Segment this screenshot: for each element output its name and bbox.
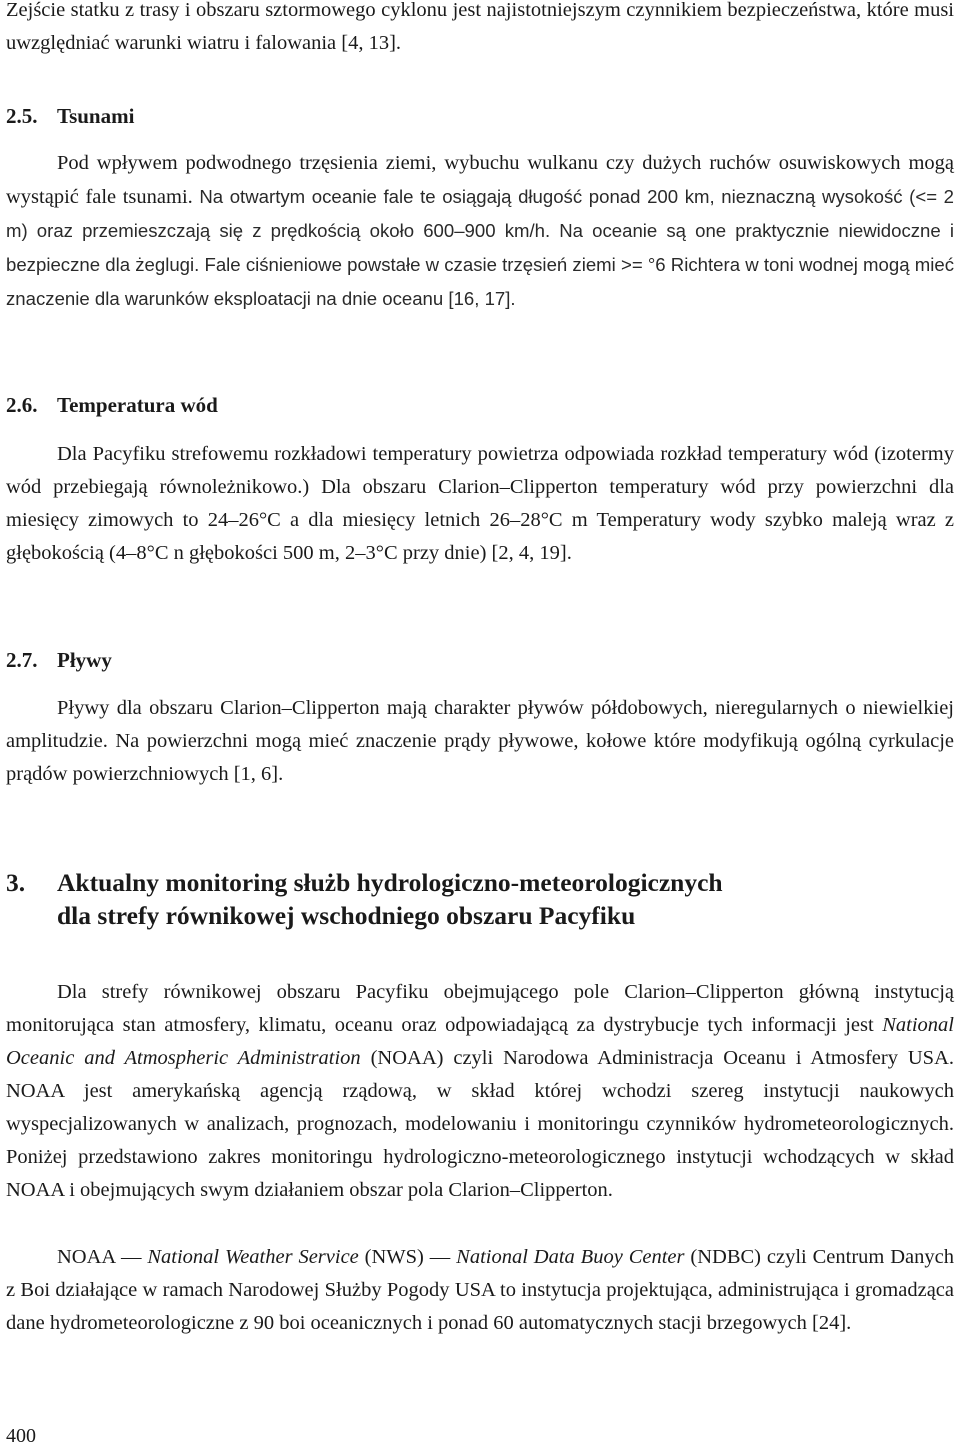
tsunami-text-serif: Pod wpływem podwodnego trzęsienia ziemi, wybuchu wulkanu czy dużych ruchów osuwiskowych mogą wystąpić fale tsunami. <box>6 152 954 208</box>
chapter-title-line2: dla strefy równikowej wschodniego obszaru Pacyfiku <box>57 901 636 930</box>
temperature-paragraph: Dla Pacyfiku strefowemu rozkładowi temperatury powietrza odpowiada rozkład temperatury wód (izotermy wód przebiegają równoleżnikowo.) Dla obszaru Clarion–Clipperton temperatury wód przy powierzchni dla miesięcy zimowych to 24–26°C a dla miesięcy letnich 26–28°C m Temperatury wody szybko maleją wraz z głębokością (4–8°C n głębokości 500 m, 2–3°C przy dnie) [2, 4, 19]. <box>6 443 954 564</box>
tsunami-paragraph <box>6 147 954 316</box>
section-number: 2.7. <box>6 648 38 672</box>
section-heading-temperature <box>6 390 218 420</box>
chapter-heading <box>6 866 954 932</box>
section-title: Temperatura wód <box>57 393 218 417</box>
ndbc-paragraph <box>6 1241 954 1340</box>
noaa-name-italic: National Oceanic and Atmospheric Administration <box>6 1014 954 1069</box>
chapter-title-line1: Aktualny monitoring służb hydrologiczno-meteorologicznych <box>57 868 723 897</box>
monitoring-text: Dla strefy równikowej obszaru Pacyfiku obejmującego pole Clarion–Clipperton główną instytucją monitorująca stan atmosfery, klimatu, oceanu oraz odpowiadającą za dystrybucje tych informacji jest <box>6 981 954 1036</box>
tsunami-text-sans: Na otwartym oceanie fale te osiągają długość ponad 200 km, nieznaczną wysokość (<= 2 m) oraz przemieszczają się z prędkością około 600–900 km/h. Na oceanie są one praktycznie niewidoczne i bezpieczne dla żeglugi. Fale ciśnieniowe powstałe w czasie trzęsień ziemi >= °6 Richtera w toni wodnej mogą mieć znaczenie dla warunków eksploatacji na dnie oceanu [16, 17]. <box>6 186 955 309</box>
ndbc-text: (NDBC) czyli Centrum Danych z Boi działające w ramach Narodowej Służby Pogody USA to instytucja projektująca, administrująca i gromadząca dane hydrometeorologiczne z 90 boi oceanicznych i ponad 60 automatycznych stacji brzegowych [24]. <box>6 1246 954 1334</box>
section-title: Pływy <box>57 648 112 672</box>
monitoring-text: (NOAA) czyli Narodowa Administracja Oceanu i Atmosfery USA. NOAA jest amerykańską agencją rządową, w skład której wchodzi szereg instytucji naukowych wyspecjalizowanych w analizach, prognozach, modelowaniu i monitoringu czynników hydrometeorologicznych. Poniżej przedstawiono zakres monitoringu hydrologiczno-meteorologicznego instytucji wchodzących w skład NOAA i obejmujących swym działaniem obszar pola Clarion–Clipperton. <box>6 1047 955 1201</box>
section-heading-tsunami <box>6 101 134 131</box>
nws-name-italic: National Weather Service <box>147 1246 359 1268</box>
ndbc-text: (NWS) — <box>358 1246 457 1268</box>
page-number: 400 <box>6 1425 36 1447</box>
chapter-number: 3. <box>6 868 26 897</box>
section-title: Tsunami <box>57 104 135 128</box>
section-heading-tides <box>6 645 112 675</box>
monitoring-paragraph <box>6 976 954 1207</box>
tides-paragraph: Pływy dla obszaru Clarion–Clipperton mają charakter pływów półdobowych, nieregularnych o niewielkiej amplitudzie. Na powierzchni mogą mieć znaczenie prądy pływowe, kołowe które modyfikują ogólną cyrkulacje prądów powierzchniowych [1, 6]. <box>6 697 954 785</box>
ndbc-text: NOAA — <box>57 1246 148 1268</box>
section-number: 2.5. <box>6 104 38 128</box>
top-paragraph: Zejście statku z trasy i obszaru sztormowego cyklonu jest najistotniejszym czynnikiem bezpieczeństwa, które musi uwzględniać warunki wiatru i falowania [4, 13]. <box>6 0 954 54</box>
section-number: 2.6. <box>6 393 38 417</box>
ndbc-name-italic: National Data Buoy Center <box>456 1246 685 1268</box>
